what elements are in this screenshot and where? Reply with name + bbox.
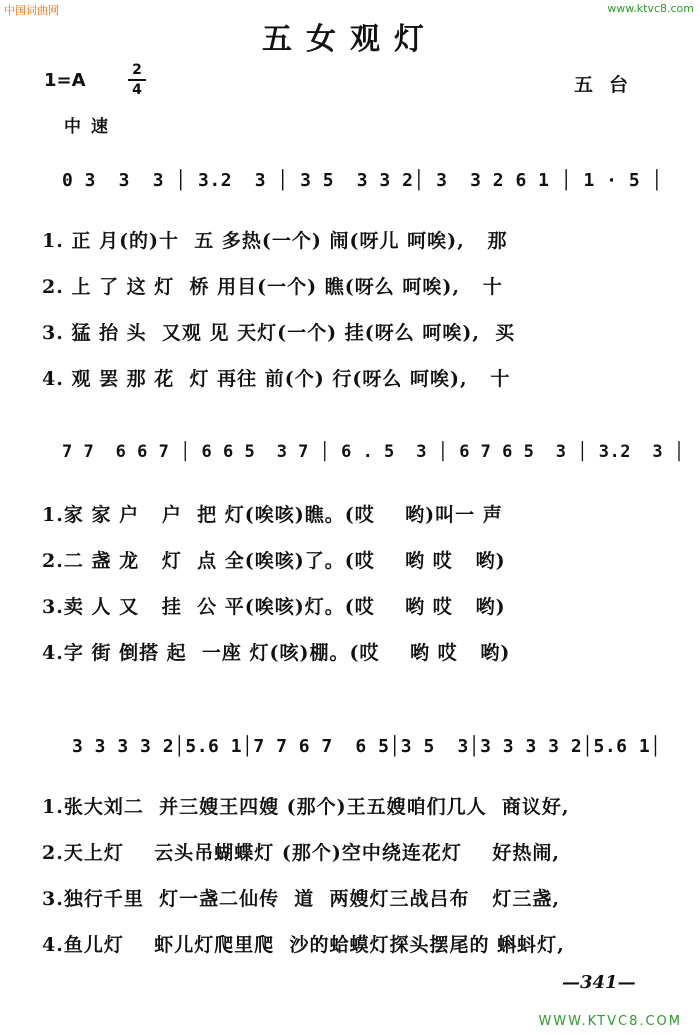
time-signature (126, 62, 148, 98)
song-origin: 五台 (573, 74, 644, 96)
lyric-line-1-1: 1. 正 月(的)十 五 多热(一个) 闹(呀儿 呵唉), 那 (42, 230, 508, 252)
song-title: 五女观灯 (262, 22, 438, 57)
notation-line-3: 3 3 3 3 2│5.6 1│7 7 6 7 6 5│3 5 3│3 3 3 3 2│5.6 1│ (72, 736, 662, 757)
notation-line-2: 7 7 6 6 7 │ 6 6 5 3 7 │ 6 . 5 3 │ 6 7 6 5 3 │ 3.2 3 │ (62, 442, 685, 462)
page-number: —341— (562, 972, 636, 993)
lyric-line-3-1: 1.张大刘二 并三嫂王四嫂 (那个)王五嫂咱们几人 商议好, (42, 796, 570, 818)
lyric-line-2-4: 4.字 街 倒搭 起 一座 灯(咳)棚。(哎 哟 哎 哟) (42, 642, 511, 664)
time-signature-bottom: 4 (132, 82, 142, 98)
time-signature-top: 2 (132, 62, 142, 78)
tempo-marking: 中速 (64, 117, 118, 137)
lyric-line-3-4: 4.鱼儿灯 虾儿灯爬里爬 沙的蛤蟆灯探头摆尾的 蝌蚪灯, (42, 934, 565, 956)
watermark-bottom-right: WWW.KTVC8.COM (538, 1014, 682, 1029)
time-signature-bar (128, 79, 146, 81)
watermark-top-right: www.ktvc8.com (607, 2, 694, 15)
lyric-line-1-3: 3. 猛 抬 头 又观 见 天灯(一个) 挂(呀么 呵唉), 买 (42, 322, 516, 344)
notation-line-1: 0 3 3 3 │ 3.2 3 │ 3 5 3 3 2│ 3 3 2 6 1 │ 1 · 5 │ (62, 170, 663, 191)
lyric-line-2-3: 3.卖 人 又 挂 公 平(唉咳)灯。(哎 哟 哎 哟) (42, 596, 506, 618)
lyric-line-3-3: 3.独行千里 灯一盏二仙传 道 两嫂灯三战吕布 灯三盏, (42, 888, 560, 910)
lyric-line-1-2: 2. 上 了 这 灯 桥 用目(一个) 瞧(呀么 呵唉), 十 (42, 276, 503, 298)
lyric-line-2-1: 1.家 家 户 户 把 灯(唉咳)瞧。(哎 哟)叫一 声 (42, 504, 503, 526)
watermark-top-left: 中国词曲网 (4, 4, 59, 17)
lyric-line-2-2: 2.二 盏 龙 灯 点 全(唉咳)了。(哎 哟 哎 哟) (42, 550, 506, 572)
lyric-line-3-2: 2.天上灯 云头吊蝴蝶灯 (那个)空中绕连花灯 好热闹, (42, 842, 560, 864)
lyric-line-1-4: 4. 观 罢 那 花 灯 再往 前(个) 行(呀么 呵唉), 十 (42, 368, 511, 390)
key-signature: 1=A (44, 70, 86, 91)
